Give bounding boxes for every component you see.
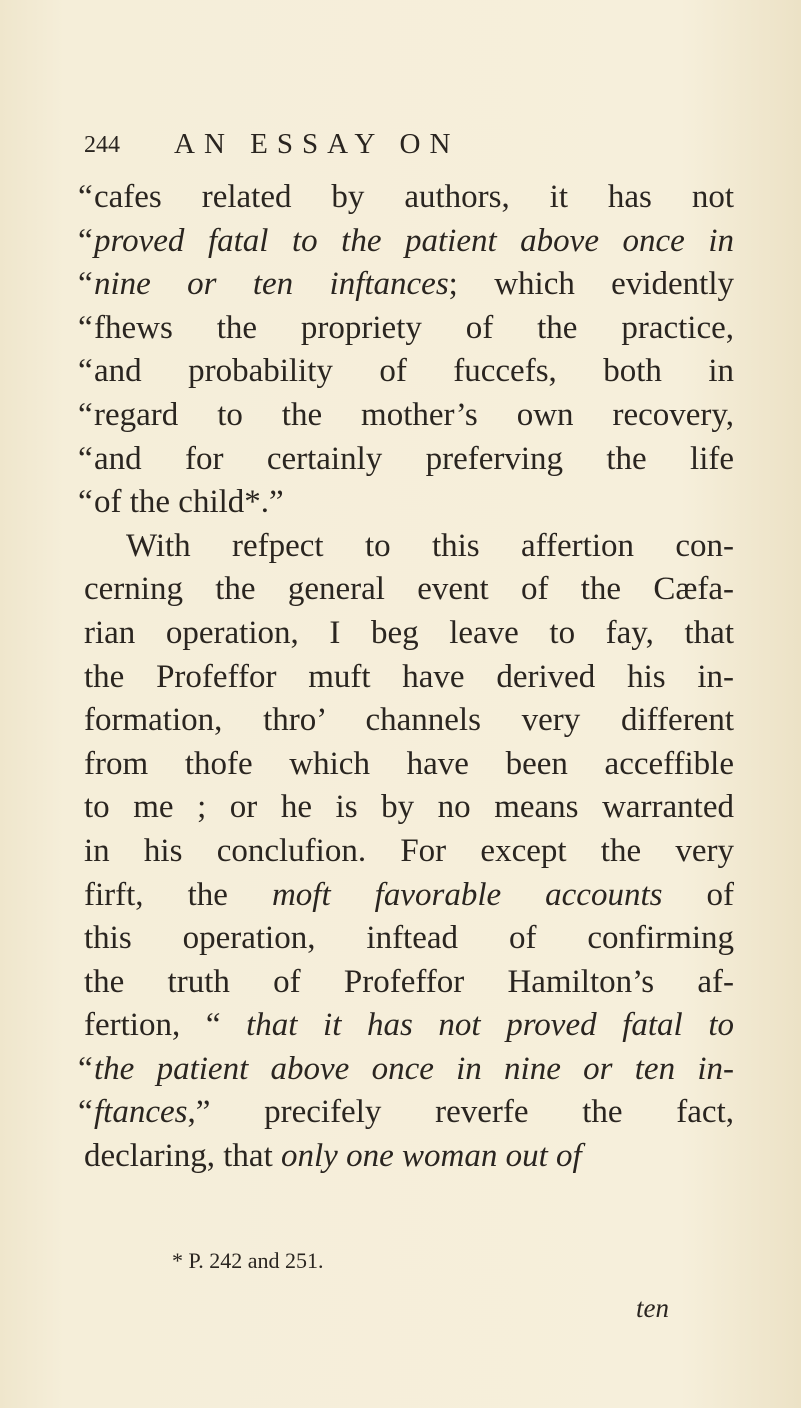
text-run: from thofe which have been acceffible bbox=[84, 745, 734, 782]
text-line bbox=[84, 612, 734, 656]
text-line bbox=[84, 917, 734, 961]
text-line bbox=[84, 743, 734, 787]
text-line bbox=[78, 1048, 734, 1092]
text-line bbox=[84, 786, 734, 830]
quote-mark: “ bbox=[78, 179, 93, 215]
page-number: 244 bbox=[84, 132, 120, 158]
quote-mark: “ bbox=[78, 1094, 93, 1131]
quote-mark: “ bbox=[78, 484, 93, 521]
text-run: to me ; or he is by no means warranted bbox=[84, 789, 734, 826]
text-run: cafes related by authors, it has not bbox=[94, 179, 734, 215]
text-line bbox=[78, 176, 734, 220]
text-line bbox=[78, 220, 734, 264]
text-line bbox=[84, 568, 734, 612]
text-run: this operation, inftead of confirming bbox=[84, 920, 734, 957]
text-line bbox=[84, 656, 734, 700]
text-line bbox=[78, 263, 734, 307]
text-line bbox=[84, 874, 734, 918]
page-header bbox=[84, 128, 724, 168]
text-run: ; which evidently bbox=[448, 266, 734, 303]
quote-mark: “ bbox=[78, 222, 93, 259]
footnote: * P. 242 and 251. bbox=[172, 1248, 324, 1273]
text-line bbox=[84, 961, 734, 1005]
quote-mark: “ bbox=[78, 309, 93, 346]
text-line bbox=[84, 699, 734, 743]
text-line bbox=[84, 1135, 734, 1179]
text-line bbox=[78, 307, 734, 351]
text-run: ,” precifely reverfe the fact, bbox=[187, 1094, 734, 1131]
catchword: ten bbox=[636, 1293, 669, 1323]
italic-text: only one woman out of bbox=[281, 1138, 582, 1175]
body-text bbox=[78, 176, 734, 1179]
text-run: and for certainly preferving the life bbox=[94, 440, 734, 477]
text-run: in his conclufion. For except the very bbox=[84, 832, 734, 869]
italic-text: the patient above once in nine or ten in- bbox=[94, 1050, 734, 1087]
text-run: fertion, “ bbox=[84, 1007, 247, 1044]
text-run: the truth of Profeffor Hamilton’s af- bbox=[84, 963, 734, 1000]
text-run: the Profeffor muft have derived his in- bbox=[84, 658, 734, 695]
text-run: rian operation, I beg leave to fay, that bbox=[84, 614, 734, 651]
quote-mark: “ bbox=[78, 1050, 93, 1087]
text-line bbox=[78, 438, 734, 482]
text-line bbox=[78, 1091, 734, 1135]
text-run: declaring, that bbox=[84, 1138, 282, 1175]
text-line bbox=[84, 525, 734, 569]
text-line bbox=[84, 1004, 734, 1048]
text-run: firft, the bbox=[84, 876, 272, 913]
text-line bbox=[84, 830, 734, 874]
italic-text: moft favorable accounts bbox=[271, 876, 663, 913]
text-run: cerning the general event of the Cæfa- bbox=[84, 571, 734, 608]
quote-mark: “ bbox=[78, 440, 93, 477]
text-line bbox=[78, 350, 734, 394]
running-head: AN ESSAY ON bbox=[174, 128, 460, 160]
italic-text: proved fatal to the patient above once in bbox=[94, 222, 734, 259]
text-line bbox=[78, 394, 734, 438]
text-run: formation, thro’ channels very different bbox=[84, 702, 734, 739]
text-run: and probability of fuccefs, both in bbox=[94, 353, 734, 390]
italic-text: nine or ten inftances bbox=[94, 266, 449, 303]
text-run: fhews the propriety of the practice, bbox=[94, 309, 734, 346]
text-line bbox=[78, 481, 734, 525]
italic-text: ftances bbox=[94, 1094, 188, 1131]
text-run: of the child*.” bbox=[94, 484, 284, 521]
text-run: of bbox=[662, 876, 734, 913]
italic-text: that it has not proved fatal to bbox=[246, 1007, 734, 1044]
quote-mark: “ bbox=[78, 266, 93, 303]
text-run: With refpect to this affertion con- bbox=[126, 527, 734, 564]
text-run: regard to the mother’s own recovery, bbox=[94, 396, 734, 433]
quote-mark: “ bbox=[78, 353, 93, 390]
quote-mark: “ bbox=[78, 396, 93, 433]
